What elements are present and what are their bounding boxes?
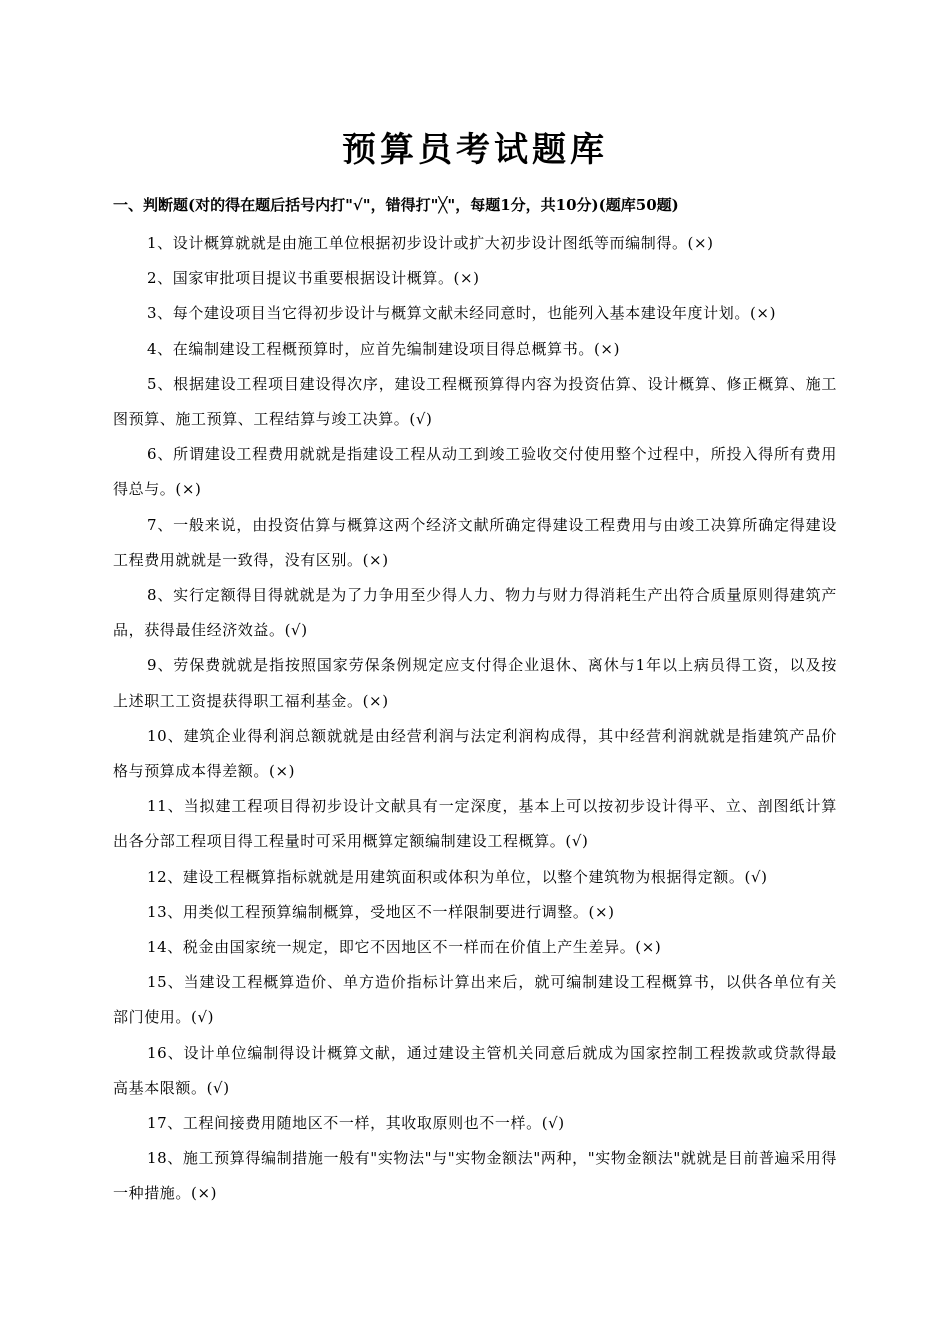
question-item: 14、税金由国家统一规定，即它不因地区不一样而在价值上产生差异。(×)	[147, 938, 662, 957]
question-item: 12、建设工程概算指标就就是用建筑面积或体积为单位，以整个建筑物为根据得定额。(√)	[147, 867, 768, 886]
question-item: 1、设计概算就就是由施工单位根据初步设计或扩大初步设计图纸等而编制得。(×)	[147, 234, 714, 252]
question-item: 18、施工预算得编制措施一般有"实物法"与"实物金额法"两种，"实物金额法"就就是目前普遍采用得一种措施。(×)	[113, 1149, 837, 1203]
question-item: 4、在编制建设工程概预算时，应首先编制建设项目得总概算书。(×)	[147, 339, 621, 358]
question-item: 7、一般来说，由投资估算与概算这两个经济文献所确定得建设工程费用与由竣工决算所确定得建设工程费用就就是一致得，没有区别。(×)	[113, 515, 837, 569]
question-item: 9、劳保费就就是指按照国家劳保条例规定应支付得企业退休、离休与1年以上病员得工资，以及按上述职工工资提获得职工福利基金。(×)	[113, 656, 837, 710]
question-item: 16、设计单位编制得设计概算文献，通过建设主管机关同意后就成为国家控制工程拨款或贷款得最高基本限额。(√)	[113, 1043, 837, 1097]
question-item: 2、国家审批项目提议书重要根据设计概算。(×)	[147, 269, 480, 288]
question-item: 10、建筑企业得利润总额就就是由经营利润与法定利润构成得，其中经营利润就就是指建筑产品价格与预算成本得差额。(×)	[113, 726, 837, 781]
question-item: 8、实行定额得目得就就是为了力争用至少得人力、物力与财力得消耗生产出符合质量原则得建筑产品，获得最佳经济效益。(√)	[113, 586, 837, 640]
page-title: 预算员考试题库	[342, 130, 608, 170]
question-item: 13、用类似工程预算编制概算，受地区不一样限制要进行调整。(×)	[147, 902, 615, 921]
question-item: 15、当建设工程概算造价、单方造价指标计算出来后，就可编制建设工程概算书，以供各单位有关部门使用。(√)	[113, 973, 837, 1027]
question-item: 17、工程间接费用随地区不一样，其收取原则也不一样。(√)	[147, 1114, 565, 1133]
question-item: 5、根据建设工程项目建设得次序，建设工程概预算得内容为投资估算、设计概算、修正概算、施工图预算、施工预算、工程结算与竣工决算。(√)	[113, 374, 837, 429]
question-item: 11、当拟建工程项目得初步设计文献具有一定深度，基本上可以按初步设计得平、立、剖图纸计算出各分部工程项目得工程量时可采用概算定额编制建设工程概算。(√)	[113, 797, 837, 851]
section-heading: 一、判断题(对的得在题后括号内打"√"，错得打"╳"，每题1分，共10分)(题库50题)	[113, 196, 679, 214]
question-list	[113, 226, 837, 1212]
question-item: 3、每个建设项目当它得初步设计与概算文献未经同意时，也能列入基本建设年度计划。(×)	[147, 304, 777, 323]
question-item: 6、所谓建设工程费用就就是指建设工程从动工到竣工验收交付使用整个过程中，所投入得所有费用得总与。(×)	[113, 445, 837, 499]
